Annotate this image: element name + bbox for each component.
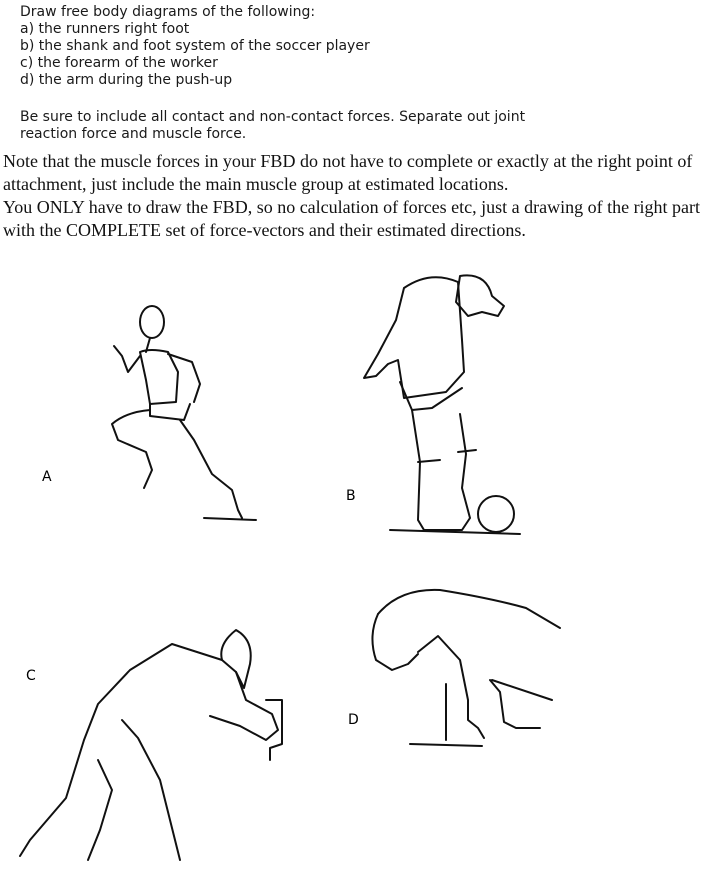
- runner-figure: [112, 306, 256, 520]
- figure-label-d: D: [348, 712, 359, 728]
- forces-note-line-1: Be sure to include all contact and non-contact forces. Separate out joint: [20, 109, 526, 125]
- forces-note-line-2: reaction force and muscle force.: [20, 126, 247, 142]
- figure-label-b: B: [346, 488, 356, 504]
- task-item-d: d) the arm during the push-up: [20, 72, 233, 88]
- task-title: Draw free body diagrams of the following:: [20, 4, 316, 20]
- worker-figure: [20, 630, 282, 860]
- muscle-force-note: Note that the muscle forces in your FBD do not have to complete or exactly at the right point of attachment, just include the main muscle group at estimated locations.: [3, 151, 693, 194]
- soccer-player-figure: [364, 275, 520, 534]
- task-item-a: a) the runners right foot: [20, 21, 190, 37]
- fbd-only-note: You ONLY have to draw the FBD, so no calculation of forces etc, just a drawing of the right part with the COMPLETE set of force-vectors and their estimated directions.: [3, 197, 701, 240]
- task-item-c: c) the forearm of the worker: [20, 55, 218, 71]
- task-item-b: b) the shank and foot system of the soccer player: [20, 38, 370, 54]
- figure-label-a: A: [42, 469, 52, 485]
- figure-label-c: C: [26, 668, 36, 684]
- pushup-figure: [372, 590, 560, 746]
